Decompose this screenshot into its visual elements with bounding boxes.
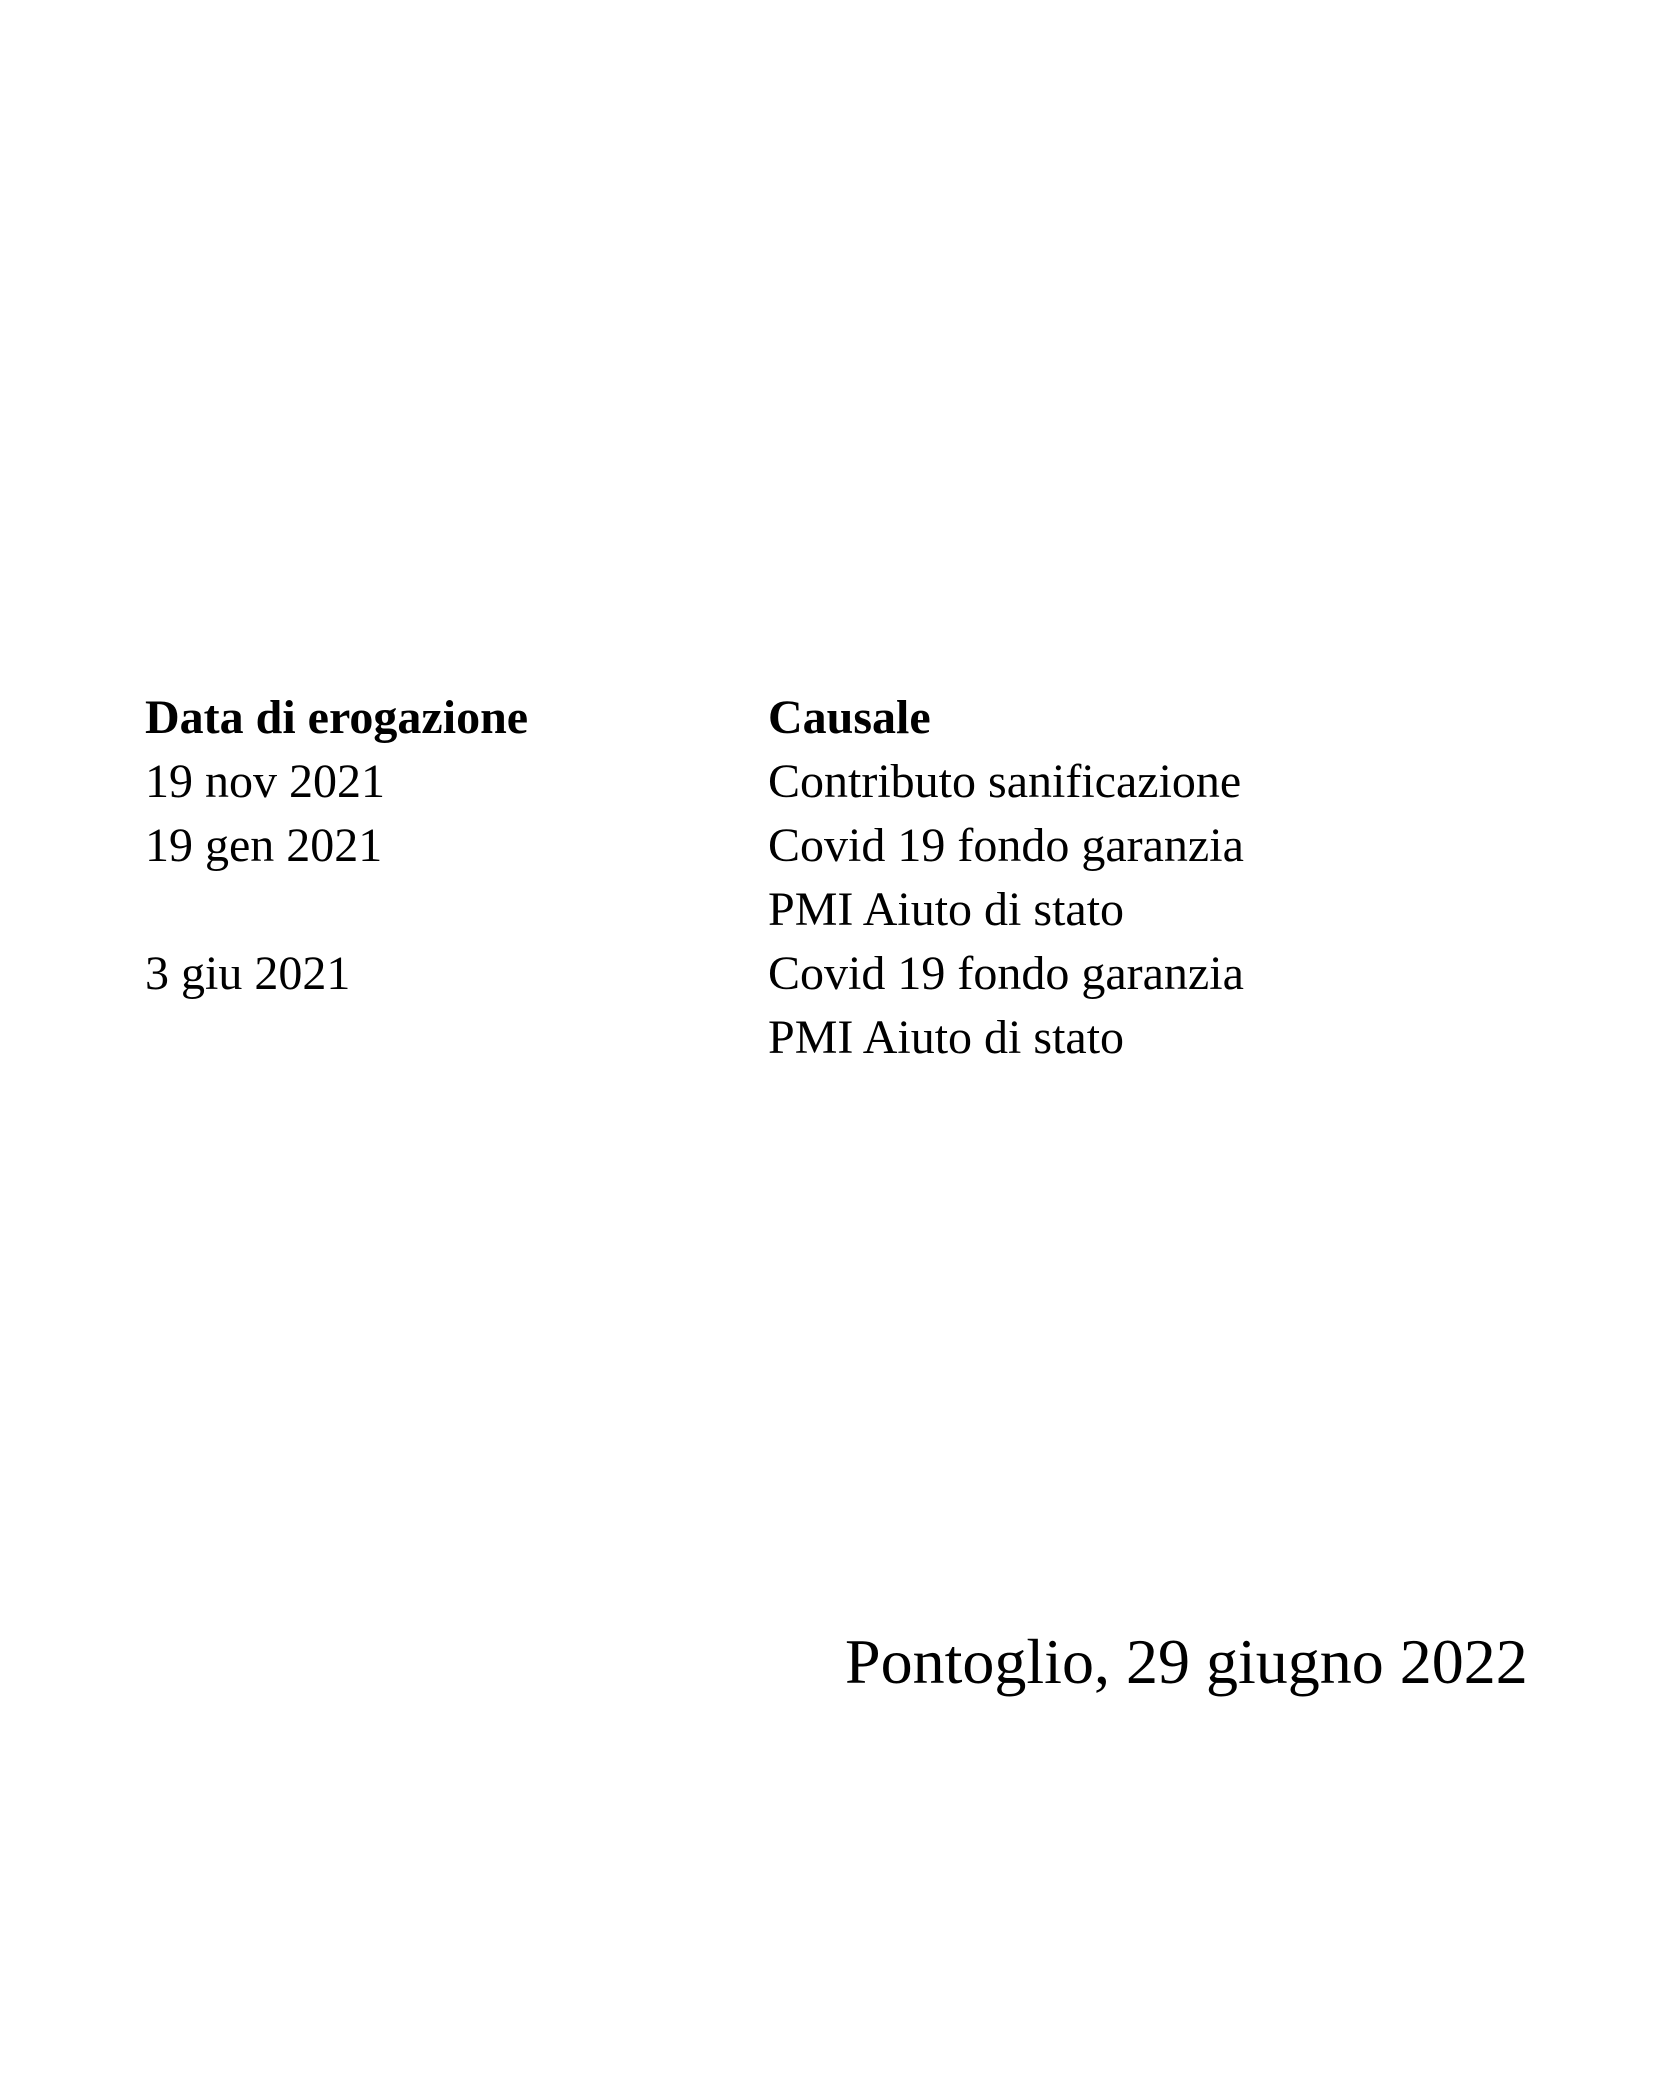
- row-date: 19 gen 2021: [145, 819, 383, 872]
- row-date: 19 nov 2021: [145, 755, 385, 808]
- disbursement-table: [145, 686, 1345, 1070]
- table-row: [145, 750, 1345, 814]
- causale-line: PMI Aiuto di stato: [768, 883, 1125, 936]
- header-date: Data di erogazione: [145, 691, 529, 744]
- table-header-row: [145, 686, 1345, 750]
- causale-line: Covid 19 fondo garanzia: [768, 819, 1244, 872]
- row-causale: [768, 814, 1345, 942]
- causale-line: Contributo sanificazione: [768, 755, 1242, 808]
- row-causale: [768, 750, 1345, 814]
- row-causale: [768, 942, 1345, 1070]
- table-row: [145, 814, 1345, 942]
- table-row: [145, 942, 1345, 1070]
- causale-line: Covid 19 fondo garanzia: [768, 947, 1244, 1000]
- causale-line: PMI Aiuto di stato: [768, 1011, 1125, 1064]
- row-date: 3 giu 2021: [145, 947, 351, 1000]
- header-causale: Causale: [768, 691, 931, 744]
- place-and-date: Pontoglio, 29 giugno 2022: [845, 1626, 1528, 1697]
